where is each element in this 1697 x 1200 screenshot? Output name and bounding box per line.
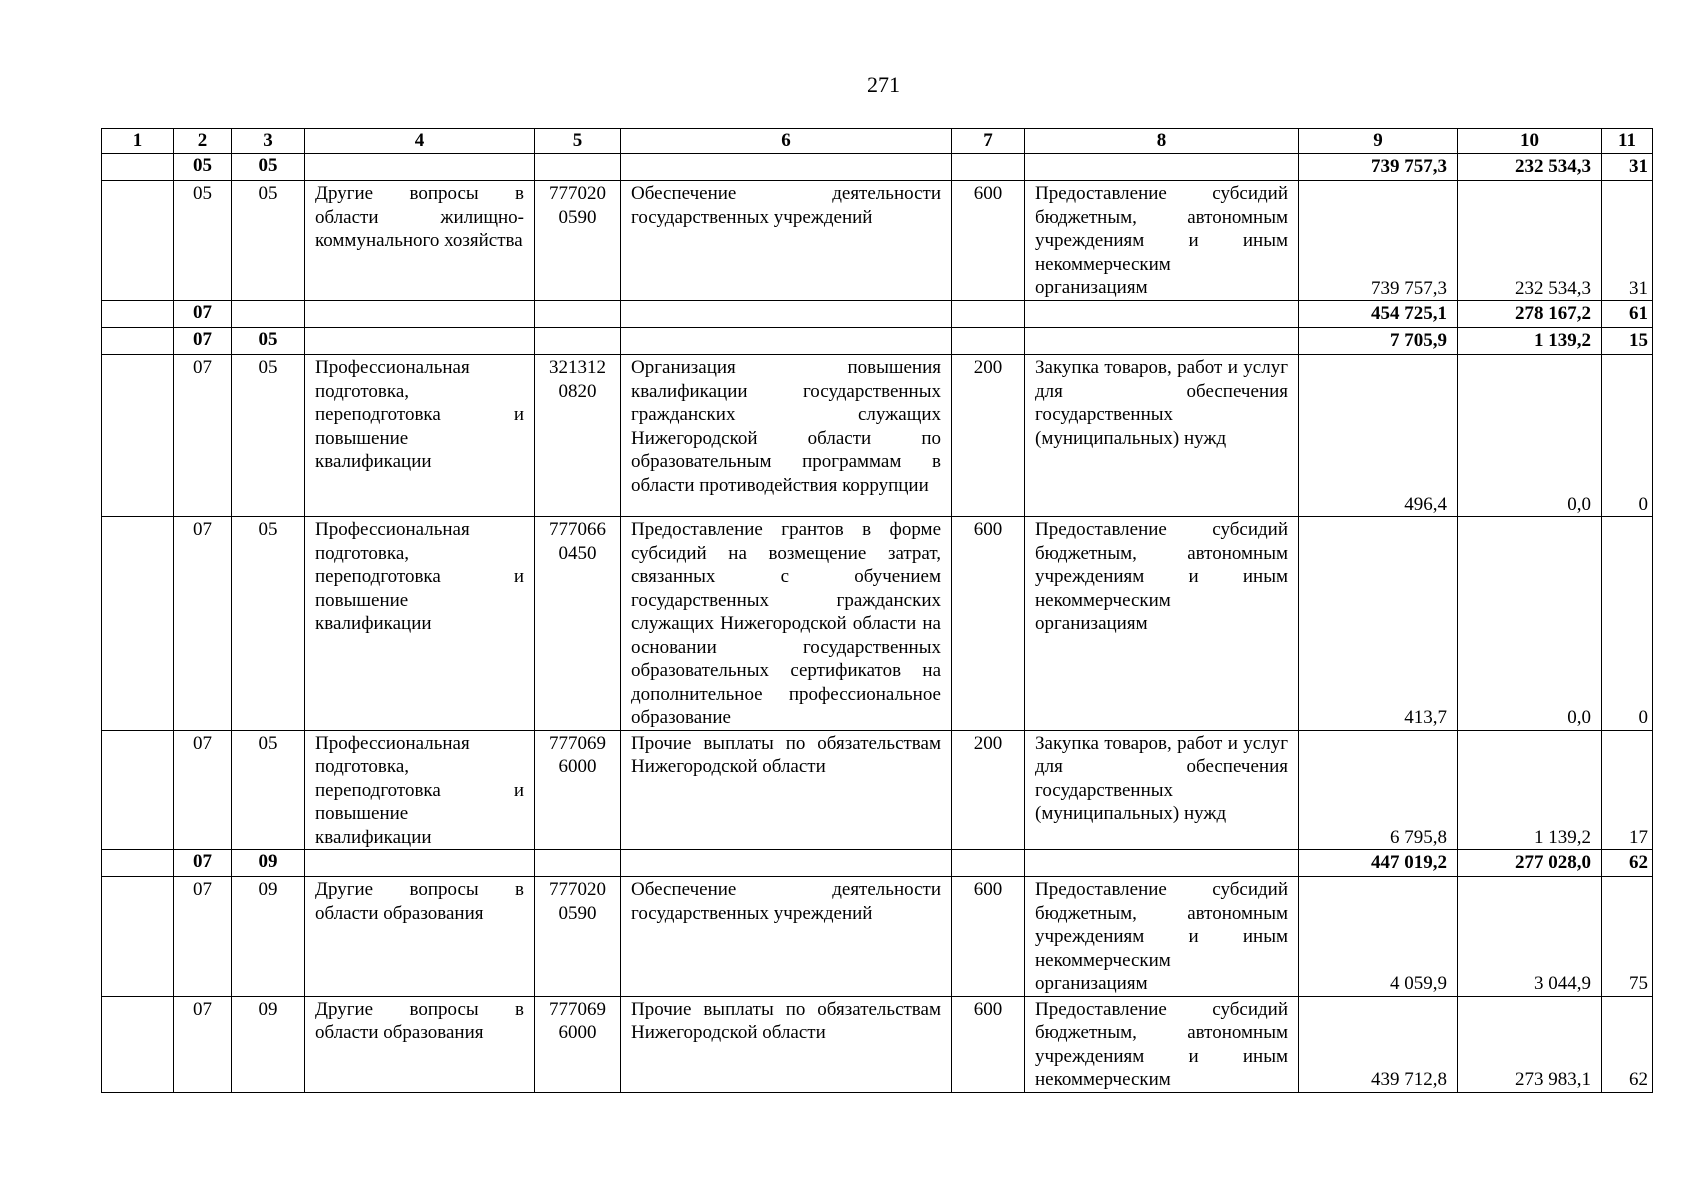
subsection-name: Другие вопросы в области образования — [305, 877, 535, 997]
budget-table — [101, 128, 1653, 1093]
subsection-code: 05 — [232, 328, 305, 355]
empty-cell — [621, 154, 952, 181]
amount-col9: 413,7 — [1299, 517, 1458, 731]
table-row — [102, 181, 1653, 301]
section-code: 07 — [174, 355, 232, 517]
empty-cell — [305, 301, 535, 328]
table-row — [102, 996, 1653, 1092]
subtotal-row — [102, 301, 1653, 328]
amount-col9: 739 757,3 — [1299, 154, 1458, 181]
expense-type-name: Предоставление субсидий бюджетным, автономным учреждениям и иным некоммерческим организациям — [1025, 877, 1299, 997]
empty-cell — [102, 154, 174, 181]
expense-type-code: 200 — [952, 355, 1025, 517]
section-code: 07 — [174, 301, 232, 328]
amount-col10: 273 983,1 — [1458, 996, 1602, 1092]
amount-col10: 0,0 — [1458, 517, 1602, 731]
amount-col9: 496,4 — [1299, 355, 1458, 517]
empty-cell — [535, 328, 621, 355]
amount-col9: 4 059,9 — [1299, 877, 1458, 997]
amount-col9: 6 795,8 — [1299, 730, 1458, 850]
subsection-name: Профессиональная подготовка, переподготовка и повышение квалификации — [305, 730, 535, 850]
expense-type-code: 600 — [952, 996, 1025, 1092]
column-header: 9 — [1299, 129, 1458, 154]
column-header: 6 — [621, 129, 952, 154]
empty-cell — [102, 181, 174, 301]
target-article-name: Организация повышения квалификации государственных гражданских служащих Нижегородской области по образовательным программам в области противодействия коррупции — [621, 355, 952, 517]
table-row — [102, 355, 1653, 517]
expense-type-name: Предоставление субсидий бюджетным, автономным учреждениям и иным некоммерческим организациям — [1025, 517, 1299, 731]
percent-col11: 0 — [1602, 517, 1653, 731]
percent-col11: 75 — [1602, 877, 1653, 997]
target-article-code: 777069 6000 — [535, 730, 621, 850]
empty-cell — [1025, 154, 1299, 181]
target-article-code: 321312 0820 — [535, 355, 621, 517]
column-header: 3 — [232, 129, 305, 154]
empty-cell — [102, 850, 174, 877]
subsection-name: Профессиональная подготовка, переподготовка и повышение квалификации — [305, 517, 535, 731]
expense-type-name: Закупка товаров, работ и услуг для обеспечения государственных (муниципальных) нужд — [1025, 355, 1299, 517]
table-row — [102, 730, 1653, 850]
amount-col10: 232 534,3 — [1458, 154, 1602, 181]
empty-cell — [102, 301, 174, 328]
column-header: 7 — [952, 129, 1025, 154]
column-header: 8 — [1025, 129, 1299, 154]
amount-col10: 232 534,3 — [1458, 181, 1602, 301]
amount-col10: 1 139,2 — [1458, 730, 1602, 850]
expense-type-code: 200 — [952, 730, 1025, 850]
percent-col11: 31 — [1602, 181, 1653, 301]
column-header: 11 — [1602, 129, 1653, 154]
amount-col9: 439 712,8 — [1299, 996, 1458, 1092]
empty-cell — [621, 301, 952, 328]
empty-cell — [102, 877, 174, 997]
subtotal-row — [102, 328, 1653, 355]
subsection-code: 05 — [232, 154, 305, 181]
section-code: 07 — [174, 730, 232, 850]
section-code: 05 — [174, 154, 232, 181]
column-header: 5 — [535, 129, 621, 154]
section-code: 07 — [174, 517, 232, 731]
empty-cell — [952, 328, 1025, 355]
subsection-code: 09 — [232, 996, 305, 1092]
empty-cell — [305, 328, 535, 355]
target-article-code: 777020 0590 — [535, 877, 621, 997]
subsection-code: 05 — [232, 517, 305, 731]
empty-cell — [1025, 328, 1299, 355]
target-article-code: 777069 6000 — [535, 996, 621, 1092]
amount-col10: 0,0 — [1458, 355, 1602, 517]
empty-cell — [102, 328, 174, 355]
subsection-code: 09 — [232, 850, 305, 877]
target-article-name: Обеспечение деятельности государственных учреждений — [621, 181, 952, 301]
expense-type-name: Предоставление субсидий бюджетным, автономным учреждениям и иным некоммерческим организациям — [1025, 181, 1299, 301]
subtotal-row — [102, 154, 1653, 181]
expense-type-code: 600 — [952, 517, 1025, 731]
amount-col9: 739 757,3 — [1299, 181, 1458, 301]
section-code: 07 — [174, 877, 232, 997]
column-header: 4 — [305, 129, 535, 154]
subsection-name: Профессиональная подготовка, переподготовка и повышение квалификации — [305, 355, 535, 517]
section-code: 05 — [174, 181, 232, 301]
column-header: 2 — [174, 129, 232, 154]
percent-col11: 31 — [1602, 154, 1653, 181]
amount-col9: 454 725,1 — [1299, 301, 1458, 328]
subsection-code: 05 — [232, 730, 305, 850]
section-code: 07 — [174, 850, 232, 877]
target-article-name: Прочие выплаты по обязательствам Нижегородской области — [621, 730, 952, 850]
section-code: 07 — [174, 996, 232, 1092]
percent-col11: 62 — [1602, 996, 1653, 1092]
expense-type-code: 600 — [952, 181, 1025, 301]
header-row — [102, 129, 1653, 154]
empty-cell — [102, 517, 174, 731]
target-article-code: 777066 0450 — [535, 517, 621, 731]
amount-col10: 1 139,2 — [1458, 328, 1602, 355]
amount-col10: 3 044,9 — [1458, 877, 1602, 997]
column-header: 1 — [102, 129, 174, 154]
subsection-code: 05 — [232, 181, 305, 301]
target-article-code: 777020 0590 — [535, 181, 621, 301]
amount-col10: 278 167,2 — [1458, 301, 1602, 328]
percent-col11: 17 — [1602, 730, 1653, 850]
expense-type-name: Закупка товаров, работ и услуг для обеспечения государственных (муниципальных) нужд — [1025, 730, 1299, 850]
subsection-name: Другие вопросы в области жилищно-коммунального хозяйства — [305, 181, 535, 301]
subsection-code: 05 — [232, 355, 305, 517]
amount-col9: 7 705,9 — [1299, 328, 1458, 355]
amount-col10: 277 028,0 — [1458, 850, 1602, 877]
percent-col11: 62 — [1602, 850, 1653, 877]
table-row — [102, 877, 1653, 997]
empty-cell — [952, 301, 1025, 328]
amount-col9: 447 019,2 — [1299, 850, 1458, 877]
empty-cell — [535, 850, 621, 877]
empty-cell — [621, 328, 952, 355]
empty-cell — [535, 154, 621, 181]
target-article-name: Предоставление грантов в форме субсидий на возмещение затрат, связанных с обучением государственных гражданских служащих Нижегородской области на основании государственных образовательных сертификатов на дополнительное профессиональное образование — [621, 517, 952, 731]
subsection-code — [232, 301, 305, 328]
column-header: 10 — [1458, 129, 1602, 154]
empty-cell — [102, 730, 174, 850]
page-number: 271 — [867, 72, 900, 97]
percent-col11: 61 — [1602, 301, 1653, 328]
table-row — [102, 517, 1653, 731]
empty-cell — [102, 996, 174, 1092]
target-article-name: Прочие выплаты по обязательствам Нижегородской области — [621, 996, 952, 1092]
empty-cell — [1025, 850, 1299, 877]
empty-cell — [102, 355, 174, 517]
percent-col11: 15 — [1602, 328, 1653, 355]
empty-cell — [952, 850, 1025, 877]
empty-cell — [621, 850, 952, 877]
empty-cell — [305, 154, 535, 181]
empty-cell — [535, 301, 621, 328]
expense-type-code: 600 — [952, 877, 1025, 997]
percent-col11: 0 — [1602, 355, 1653, 517]
subsection-name: Другие вопросы в области образования — [305, 996, 535, 1092]
empty-cell — [952, 154, 1025, 181]
subsection-code: 09 — [232, 877, 305, 997]
subtotal-row — [102, 850, 1653, 877]
expense-type-name: Предоставление субсидий бюджетным, автономным учреждениям и иным некоммерческим — [1025, 996, 1299, 1092]
section-code: 07 — [174, 328, 232, 355]
empty-cell — [305, 850, 535, 877]
empty-cell — [1025, 301, 1299, 328]
target-article-name: Обеспечение деятельности государственных учреждений — [621, 877, 952, 997]
